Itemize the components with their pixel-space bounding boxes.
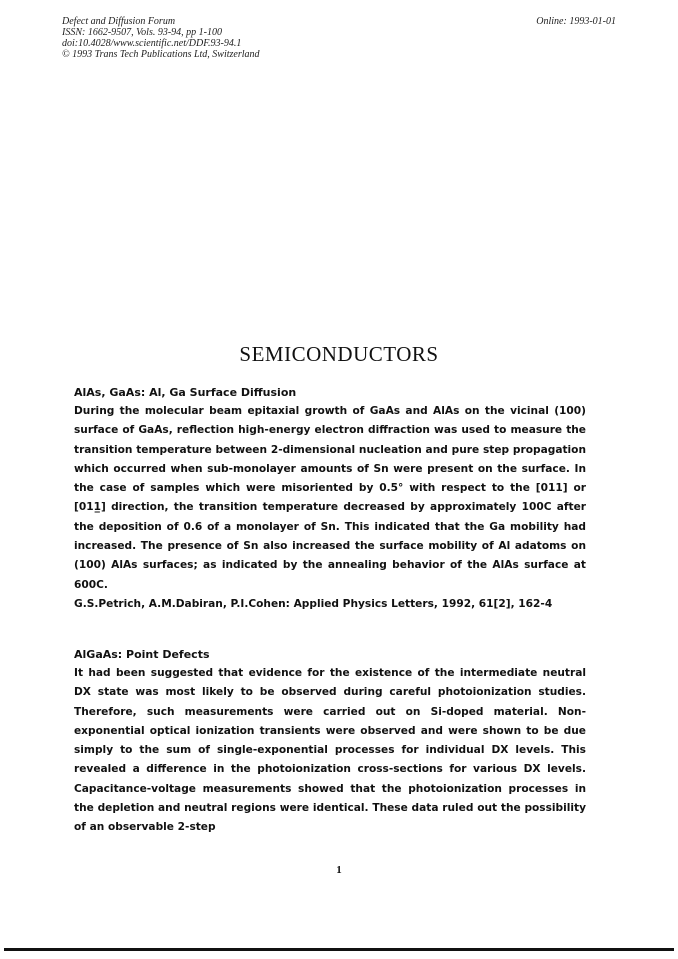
article-heading: AlAs, GaAs: Al, Ga Surface Diffusion <box>74 386 297 399</box>
article-citation: G.S.Petrich, A.M.Dabiran, P.I.Cohen: Applied Physics Letters, 1992, 61[2], 162-4 <box>74 597 553 610</box>
article-abstract <box>74 648 586 838</box>
online-date: Online: 1993-01-01 <box>536 16 616 27</box>
journal-issn: ISSN: 1662-9507, Vols. 93-94, pp 1-100 <box>62 27 222 38</box>
article-abstract <box>74 386 586 614</box>
journal-name: Defect and Diffusion Forum <box>62 16 176 27</box>
section-title: SEMICONDUCTORS <box>239 342 439 366</box>
article-body: During the molecular beam epitaxial growth of GaAs and AlAs on the vicinal (100) surface of GaAs, reflection high-energy electron diffraction was used to measure the transition temperature between 2-dimensional nucleation and pure step propagation which occurred when sub-monolayer amounts of Sn were present on the surface. In the case of samples which were misoriented by 0.5° with respect to the [011] or [011̲] direction, the transition temperature decreased by approximately 100C after the deposition of 0.6 of a monolayer of Sn. This indicated that the Ga mobility had increased. The presence of Sn also increased the surface mobility of Al adatoms on (100) AlAs surfaces; as indicated by the annealing behavior of the AlAs surface at 600C. <box>74 405 586 591</box>
article-body: It had been suggested that evidence for the existence of the intermediate neutral DX state was most likely to be observed during careful photoionization studies. Therefore, such measurements were carried out on Si-doped material. Non-exponential optical ionization transients were observed and were shown to be due simply to the sum of single-exponential processes for individual DX levels. This revealed a difference in the photoionization cross-sections for various DX levels. Capacitance-voltage measurements showed that the photoionization processes in the depletion and neutral regions were identical. These data ruled out the possibility of an observable 2-step <box>74 667 586 834</box>
page-number: 1 <box>336 864 342 876</box>
article-heading: AlGaAs: Point Defects <box>74 648 210 661</box>
journal-doi: doi:10.4028/www.scientific.net/DDF.93-94.1 <box>62 38 242 49</box>
bottom-rule <box>4 948 674 951</box>
journal-header <box>62 16 260 60</box>
journal-copyright: © 1993 Trans Tech Publications Ltd, Switzerland <box>62 49 260 60</box>
